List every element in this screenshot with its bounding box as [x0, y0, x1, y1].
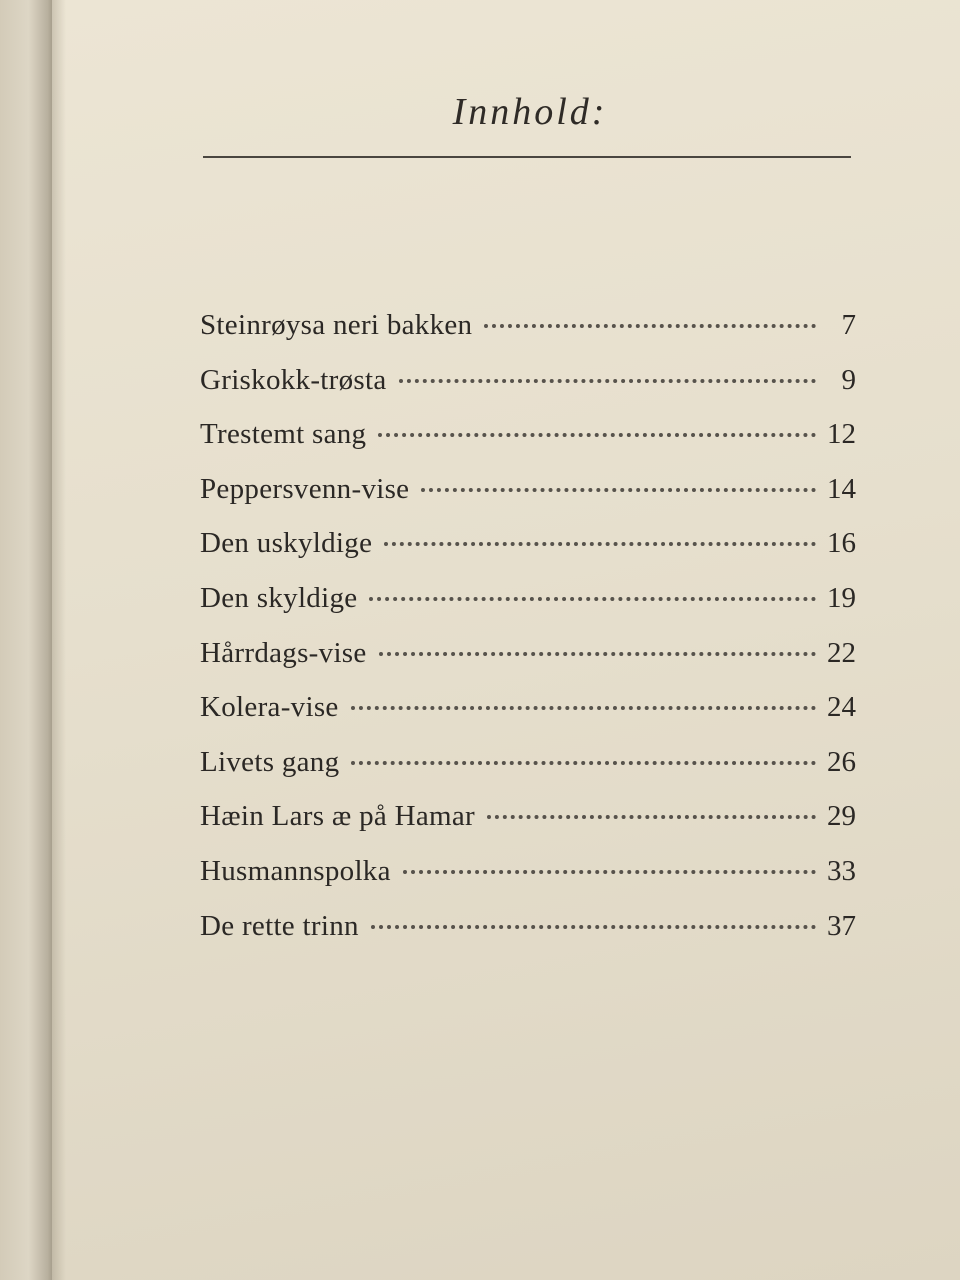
toc-entry [200, 637, 856, 692]
toc-entry-title: Kolera-vise [200, 691, 339, 724]
toc-leader-dots [351, 761, 816, 765]
toc-entry-title: Husmannspolka [200, 854, 391, 887]
toc-leader-dots [384, 542, 816, 546]
toc-entry [200, 364, 856, 419]
toc-entry [200, 473, 856, 528]
toc-entry-title: Hårrdags-vise [200, 636, 367, 669]
toc-entry [200, 527, 856, 582]
toc-entry-title: Den skyldige [200, 581, 358, 614]
page-title: Innhold: [452, 91, 608, 133]
toc-entry [200, 418, 856, 473]
toc-entry [200, 910, 856, 965]
toc-leader-dots [371, 925, 816, 929]
toc-entry [200, 582, 856, 637]
toc-entry-page: 7 [841, 309, 856, 341]
toc-entry-page: 12 [827, 418, 856, 451]
toc-leader-dots [484, 324, 816, 328]
title-rule [203, 156, 851, 158]
toc-leader-dots [369, 597, 816, 601]
toc-entry-page: 29 [827, 800, 856, 833]
toc-entry-title: Den uskyldige [200, 527, 373, 560]
page-gutter-shadow [52, 0, 66, 1280]
toc-leader-dots [421, 488, 816, 492]
toc-entry [200, 800, 856, 855]
toc-entry-title: Hæin Lars æ på Hamar [200, 800, 475, 833]
toc-leader-dots [351, 706, 816, 710]
toc-entry-page: 37 [827, 909, 856, 942]
toc-leader-dots [399, 379, 816, 383]
toc-entry-page: 14 [827, 472, 856, 505]
toc-entry-page: 26 [827, 745, 856, 778]
toc-entry-page: 24 [827, 691, 856, 724]
toc-entry-page: 19 [827, 581, 856, 614]
toc-entry-page: 16 [827, 527, 856, 560]
toc-entry [200, 691, 856, 746]
table-of-contents [200, 309, 856, 964]
toc-entry-title: Trestemt sang [200, 418, 367, 451]
toc-entry-title: Steinrøysa neri bakken [200, 309, 473, 341]
toc-leader-dots [378, 433, 816, 437]
previous-page-edge [0, 0, 52, 1280]
toc-entry [200, 746, 856, 801]
toc-entry-page: 33 [827, 854, 856, 887]
toc-leader-dots [379, 652, 816, 656]
toc-entry [200, 855, 856, 910]
toc-entry [200, 309, 856, 364]
toc-entry-page: 9 [841, 363, 856, 396]
toc-entry-title: Livets gang [200, 745, 340, 778]
toc-entry-page: 22 [827, 636, 856, 669]
toc-entry-title: De rette trinn [200, 909, 359, 942]
toc-entry-title: Griskokk-trøsta [200, 363, 387, 396]
toc-entry-title: Peppersvenn-vise [200, 472, 410, 505]
toc-leader-dots [403, 870, 816, 874]
toc-leader-dots [487, 815, 816, 819]
